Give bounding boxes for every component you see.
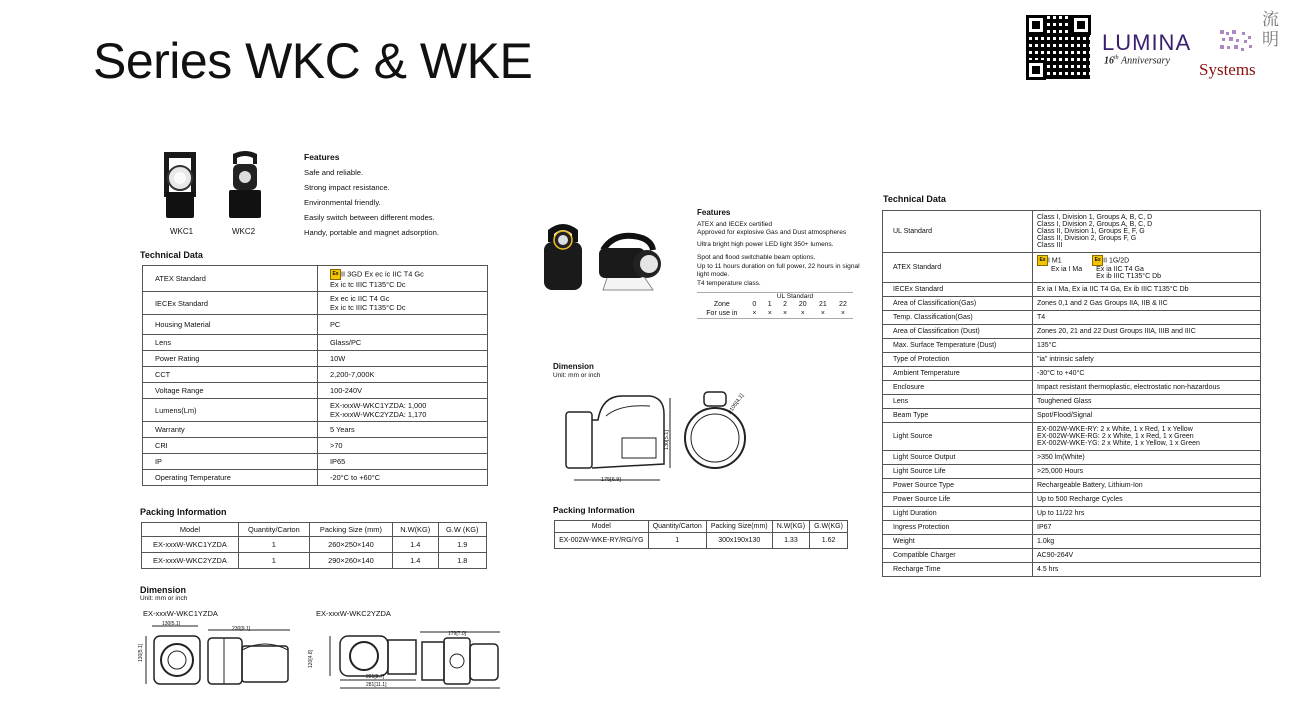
table-row — [883, 563, 1261, 577]
ul-zone-table — [697, 292, 853, 319]
table-cell: 1.9 — [438, 537, 487, 553]
list-item: Ultra bright high power LED light 350+ lumens. — [697, 241, 834, 249]
tech-value-text: 2,200-7,000K — [330, 370, 375, 379]
tech-value-text: Glass/PC — [330, 338, 362, 347]
tech-label: Lumens(Lm) — [143, 399, 318, 422]
tech-label: CCT — [143, 367, 318, 383]
wkc2-dim-d: 281[11.1] — [366, 682, 387, 688]
table-row — [143, 292, 488, 315]
tech-value-text: Up to 11/22 hrs — [1037, 510, 1085, 517]
list-item: T4 temperature class. — [697, 280, 761, 288]
wke-dimension-drawing — [560, 386, 760, 486]
table-cell: 290×260×140 — [309, 553, 392, 569]
table-row — [143, 470, 488, 486]
tech-label: Light Source Output — [883, 451, 1033, 465]
tech-value — [318, 351, 488, 367]
tech-value-text: EX-002W-WKE-RY: 2 x White, 1 x Red, 1 x Yellow EX-002W-WKE-RG: 2 x White, 1 x Red, 1 x Green EX-002W-WKE-YG: 2 x White, 1 x Yellow, 1 x Green — [1037, 426, 1200, 447]
tech-value — [1033, 535, 1261, 549]
tech-label: Max. Surface Temperature (Dust) — [883, 339, 1033, 353]
tech-label: ATEX Standard — [143, 266, 318, 292]
tech-value — [1033, 465, 1261, 479]
tech-label: Recharge Time — [883, 563, 1033, 577]
tech-value-text: Up to 500 Recharge Cycles — [1037, 496, 1123, 503]
tech-label: UL Standard — [883, 211, 1033, 253]
table-cell: EX-xxxW-WKC2YZDA — [142, 553, 239, 569]
tech-value — [1033, 521, 1261, 535]
tech-value — [1033, 395, 1261, 409]
column-header: Packing Size(mm) — [706, 521, 772, 533]
table-row — [143, 438, 488, 454]
tech-value-text: EX-xxxW-WKC1YZDA: 1,000 EX-xxxW-WKC2YZDA: 1,170 — [330, 401, 427, 419]
table-row — [883, 381, 1261, 395]
atex-right-3: Ex ib IIIC T135°C Db — [1096, 273, 1162, 280]
wke-packing-table — [554, 520, 848, 549]
tech-label: Lens — [883, 395, 1033, 409]
list-item: Safe and reliable. — [304, 168, 364, 177]
tech-label: CRI — [143, 438, 318, 454]
tech-value-text: Impact resistant thermoplastic, electrostatic non-hazardous — [1037, 384, 1220, 391]
column-header: Model — [142, 523, 239, 537]
list-item: Easily switch between different modes. — [304, 213, 435, 223]
use-mark: × — [767, 310, 772, 317]
wkc1-label: WKC1 — [170, 227, 194, 236]
wkc-tech-heading: Technical Data — [140, 250, 203, 260]
column-header: N.W(KG) — [772, 521, 809, 533]
tech-label: ATEX Standard — [883, 253, 1033, 283]
tech-value-text: 135°C — [1037, 342, 1057, 349]
table-row — [883, 451, 1261, 465]
use-mark: × — [800, 310, 805, 317]
table-row — [883, 521, 1261, 535]
table-row — [883, 423, 1261, 451]
table-row — [143, 399, 488, 422]
tech-value — [318, 454, 488, 470]
table-cell: 1 — [238, 553, 309, 569]
ex-mark-icon: Ex — [1037, 255, 1048, 266]
wkc1-dimension-drawing — [140, 620, 300, 690]
tech-value — [1033, 211, 1261, 253]
zone-cell: 21 — [818, 301, 827, 308]
table-row — [883, 339, 1261, 353]
ex-mark-icon: Ex — [330, 269, 341, 280]
anniversary-label: 16th Anniversary — [1104, 55, 1170, 67]
tech-value — [1033, 423, 1261, 451]
tech-value — [318, 399, 488, 422]
wke-dimension-unit: Unit: mm or inch — [553, 372, 601, 379]
table-row — [883, 353, 1261, 367]
tech-label: IECEx Standard — [143, 292, 318, 315]
zone-cell: 22 — [839, 301, 847, 308]
table-row — [143, 422, 488, 438]
table-row — [883, 535, 1261, 549]
table-row — [883, 493, 1261, 507]
list-item: Environmental friendly. — [304, 198, 381, 208]
tech-value-text: PC — [330, 320, 341, 329]
wke-dim-height: 130[5.1] — [664, 430, 670, 450]
tech-label: Light Duration — [883, 507, 1033, 521]
tech-value — [1033, 297, 1261, 311]
tech-value — [1033, 367, 1261, 381]
tech-value — [318, 422, 488, 438]
table-row — [143, 335, 488, 351]
table-cell: 1.62 — [810, 533, 848, 549]
tech-label: Power Source Life — [883, 493, 1033, 507]
wkc-packing-heading: Packing Information — [140, 507, 227, 517]
brand-name: LUMINA — [1102, 30, 1192, 55]
table-row — [143, 266, 488, 292]
table-row — [143, 315, 488, 335]
tech-value — [1033, 409, 1261, 423]
list-item: Handy, portable and magnet adsorption. — [304, 228, 439, 238]
tech-value — [1033, 283, 1261, 297]
table-cell: 260×250×140 — [309, 537, 392, 553]
tech-value-text: 100-240V — [330, 386, 363, 395]
tech-label: Warranty — [143, 422, 318, 438]
tech-value-text: Zones 0,1 and 2 Gas Groups IIA, IIB & IIC — [1037, 300, 1168, 307]
zone-cell: 0 — [752, 301, 757, 308]
tech-value-text: -20°C to +60°C — [330, 473, 381, 482]
wkc2-photo — [225, 150, 265, 220]
column-header: Quantity/Carton — [648, 521, 706, 533]
tech-value — [318, 438, 488, 454]
table-row — [555, 533, 848, 549]
tech-value-text: AC90-264V — [1037, 552, 1074, 559]
tech-value-text: Ex ec ic IIC T4 Gc Ex ic tc IIIC T135°C Dc — [330, 294, 406, 312]
tech-value — [318, 266, 488, 292]
wke-photo-front — [538, 220, 588, 292]
atex-left-2: Ex ia I Ma — [1051, 266, 1083, 273]
wkc2-label: WKC2 — [232, 227, 256, 236]
tech-value — [1033, 451, 1261, 465]
tech-value — [1033, 479, 1261, 493]
use-mark: × — [783, 310, 788, 317]
wkc-features-heading: Features — [304, 152, 340, 162]
table-row — [143, 383, 488, 399]
zone-cell: 2 — [783, 301, 788, 308]
tech-value-text: >350 lm(White) — [1037, 454, 1085, 461]
tech-label: IECEx Standard — [883, 283, 1033, 297]
tech-value-text: IP67 — [1037, 524, 1052, 531]
table-row — [883, 465, 1261, 479]
tech-value-text: Spot/Flood/Signal — [1037, 412, 1093, 419]
tech-label: Power Source Type — [883, 479, 1033, 493]
wke-photo-side — [593, 232, 665, 294]
tech-value-text: Rechargeable Battery, Lithium-Ion — [1037, 482, 1143, 489]
tech-label: IP — [143, 454, 318, 470]
tech-label: Temp. Classification(Gas) — [883, 311, 1033, 325]
wkc-dimension-heading: Dimension — [140, 585, 187, 595]
tech-label: Weight — [883, 535, 1033, 549]
table-row — [143, 454, 488, 470]
tech-label: Area of Classification(Gas) — [883, 297, 1033, 311]
tech-value — [1033, 549, 1261, 563]
tech-value-text: Ex ia I Ma, Ex ia IIC T4 Ga, Ex ib IIIC T135°C Db — [1037, 286, 1189, 293]
tech-label: Compatible Charger — [883, 549, 1033, 563]
wkc1-dim-c: 130[5.1] — [138, 643, 144, 662]
tech-value-text: T4 — [1037, 314, 1046, 321]
table-row — [883, 395, 1261, 409]
table-cell: 300x190x130 — [706, 533, 772, 549]
table-row — [883, 297, 1261, 311]
tech-value-text: Class I, Division 1, Groups A, B, C, D Class I, Division 2, Groups A, B, C, D Class II, Division 1, Groups E, F, G Class II, Division 2, Groups F, G Class III — [1037, 214, 1153, 249]
tech-value-text: Zones 20, 21 and 22 Dust Groups IIIA, IIIB and IIIC — [1037, 328, 1196, 335]
table-cell: EX-002W-WKE-RY/RG/YG — [555, 533, 649, 549]
ex-mark-icon: Ex — [1092, 255, 1103, 266]
zone-cell: 20 — [798, 301, 807, 308]
tech-value — [1033, 253, 1261, 283]
tech-value — [1033, 493, 1261, 507]
tech-label: Type of Protection — [883, 353, 1033, 367]
table-row — [143, 351, 488, 367]
tech-value — [1033, 507, 1261, 521]
ul-zone-title: UL Standard — [776, 293, 814, 300]
wkc2-dimension-drawing — [310, 622, 505, 694]
zone-cell: 1 — [767, 301, 772, 308]
column-header: Quantity/Carton — [238, 523, 309, 537]
use-label: For use in — [706, 310, 738, 317]
table-row — [883, 253, 1261, 283]
column-header: G.W (KG) — [438, 523, 487, 537]
tech-value-text: 5 Years — [330, 425, 355, 434]
table-row — [883, 283, 1261, 297]
wkc1-dim-b: 230[9.1] — [232, 626, 251, 632]
wkc2-dim-b: 120[4.8] — [308, 649, 314, 668]
wkc-dimension-unit: Unit: mm or inch — [140, 595, 188, 602]
wke-tech-heading: Technical Data — [883, 194, 946, 204]
qr-code — [1026, 15, 1091, 80]
list-item: Approved for explosive Gas and Dust atmospheres — [697, 229, 847, 237]
systems-label: Systems — [1199, 60, 1256, 79]
table-cell: 1.4 — [392, 553, 438, 569]
tech-label: Ingress Protection — [883, 521, 1033, 535]
wkc2-model-label: EX-xxxW-WKC2YZDA — [316, 609, 391, 618]
table-cell: 1.33 — [772, 533, 809, 549]
tech-value-text: 1.0kg — [1037, 538, 1055, 545]
atex-right-1: II 1G/2D — [1103, 257, 1130, 265]
table-row — [883, 479, 1261, 493]
table-cell: 1 — [238, 537, 309, 553]
wke-dimension-heading: Dimension — [553, 362, 594, 371]
tech-label: Lens — [143, 335, 318, 351]
tech-value — [1033, 381, 1261, 395]
tech-label: Housing Material — [143, 315, 318, 335]
wke-features-list — [697, 221, 862, 289]
tech-label: Light Source — [883, 423, 1033, 451]
zone-label: Zone — [713, 301, 730, 308]
wke-packing-heading: Packing Information — [553, 505, 635, 515]
column-header: G.W(KG) — [810, 521, 848, 533]
wkc-tech-table — [142, 265, 488, 486]
wkc2-dim-c: 221[8.7] — [366, 674, 385, 680]
tech-label: Light Source Life — [883, 465, 1033, 479]
table-row — [883, 311, 1261, 325]
tech-value — [1033, 311, 1261, 325]
table-row — [883, 325, 1261, 339]
table-row — [883, 507, 1261, 521]
tech-value — [318, 335, 488, 351]
use-mark: × — [820, 310, 825, 317]
wkc2-dim-a: 179[7.0] — [448, 631, 467, 637]
tech-value-text: IP65 — [330, 457, 346, 466]
list-item: Strong impact resistance. — [304, 183, 390, 193]
list-item: ATEX and IECEx certified — [697, 221, 773, 228]
table-cell: 1.8 — [438, 553, 487, 569]
wkc1-model-label: EX-xxxW-WKC1YZDA — [143, 609, 218, 618]
tech-value — [318, 367, 488, 383]
tech-value-text: >70 — [330, 441, 343, 450]
table-row — [883, 549, 1261, 563]
tech-value-text: 4.5 hrs — [1037, 566, 1059, 573]
chinese-logo: 流 明 — [1262, 10, 1279, 50]
tech-value-text: "ia" intrinsic safety — [1037, 356, 1094, 363]
tech-value — [318, 315, 488, 335]
tech-value — [1033, 353, 1261, 367]
tech-label: Beam Type — [883, 409, 1033, 423]
wkc-features-list — [304, 168, 439, 244]
wke-features-heading: Features — [697, 208, 731, 217]
column-header: Packing Size (mm) — [309, 523, 392, 537]
tech-label: Area of Classification (Dust) — [883, 325, 1033, 339]
tech-label: Voltage Range — [143, 383, 318, 399]
tech-value-text: >25,000 Hours — [1037, 468, 1084, 475]
table-row — [883, 211, 1261, 253]
list-item: Spot and flood switchable beam options. — [697, 253, 816, 261]
table-row — [143, 367, 488, 383]
tech-label: Power Rating — [143, 351, 318, 367]
tech-label: Ambient Temperature — [883, 367, 1033, 381]
tech-value-text: -30°C to +40°C — [1037, 370, 1085, 377]
tech-value — [318, 470, 488, 486]
tech-value-text: II 3GD Ex ec ic IIC T4 Gc Ex ic tc IIIC T135°C Dc — [330, 268, 424, 289]
tech-value — [318, 383, 488, 399]
table-row — [142, 537, 487, 553]
list-item: Up to 11 hours duration on full power, 22 hours in signal light mode. — [697, 262, 860, 279]
atex-left-1: I M1 — [1048, 257, 1062, 265]
tech-value-text: Toughened Glass — [1037, 398, 1092, 405]
wkc1-dim-a: 130[5.1] — [162, 621, 181, 627]
wkc1-photo — [160, 150, 200, 220]
tech-label: Enclosure — [883, 381, 1033, 395]
wke-dim-diameter: ø105[4.1] — [727, 392, 746, 416]
tech-value — [1033, 339, 1261, 353]
table-row — [142, 553, 487, 569]
wke-dim-width: 175[6.9] — [601, 477, 621, 483]
table-row — [883, 409, 1261, 423]
tech-label: Operating Temperature — [143, 470, 318, 486]
use-mark: × — [840, 310, 845, 317]
column-header: Model — [555, 521, 649, 533]
tech-value — [318, 292, 488, 315]
use-mark: × — [752, 310, 757, 317]
table-row — [883, 367, 1261, 381]
logo-grid-icon — [1220, 30, 1254, 56]
column-header: N.W(KG) — [392, 523, 438, 537]
wke-tech-table — [882, 210, 1261, 577]
tech-value — [1033, 563, 1261, 577]
wkc-packing-table — [141, 522, 487, 569]
atex-right-2: Ex ia IIC T4 Ga — [1096, 266, 1144, 273]
table-cell: 1.4 — [392, 537, 438, 553]
slide-title: Series WKC & WKE — [93, 33, 533, 89]
tech-value-text: 10W — [330, 354, 346, 363]
table-cell: 1 — [648, 533, 706, 549]
table-cell: EX-xxxW-WKC1YZDA — [142, 537, 239, 553]
tech-value — [1033, 325, 1261, 339]
